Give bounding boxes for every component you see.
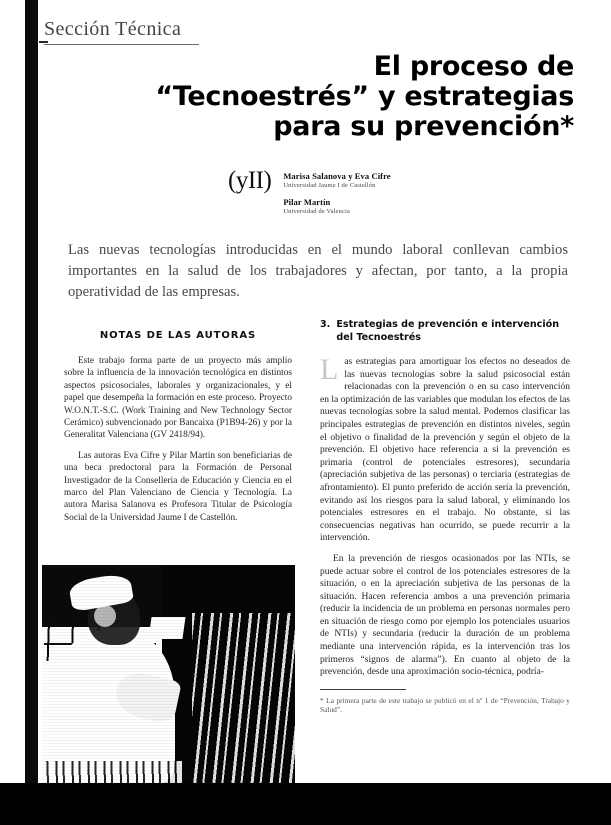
title-line-3: para su prevención*	[273, 111, 574, 142]
footnote-rule	[320, 689, 406, 690]
article-photograph	[42, 565, 295, 783]
title-line-1: El proceso de	[373, 51, 574, 82]
publisher-logo-mark: (yII)	[228, 167, 272, 194]
notes-heading: NOTAS DE LAS AUTORAS	[99, 330, 257, 341]
byline	[228, 165, 576, 223]
footnote-text: * La primera parte de este trabajo se publicó en el nº 1 de “Prevención, Trabajo y Salud”.	[320, 695, 570, 715]
section-heading	[320, 318, 570, 344]
notes-paragraph: Las autoras Eva Cifre y Pilar Martín son beneficiarias de una beca predoctoral para la Formación de Personal Investigador de la Conselleria de Educación y Ciencia en el marco del Plan Valenciano de Ciencia y Tecnología. La autora Marisa Salanova es Profesora Titular de Psicología Social de la Universidad Jaume I de Castellón.	[64, 450, 292, 523]
section-kicker: Sección Técnica	[44, 18, 182, 40]
abstract-text: Las nuevas tecnologías introducidas en el mundo laboral conllevan cambios importantes en la salud de los trabajadores y afectan, por tanto, a la propia operatividad de las empresas.	[68, 242, 568, 300]
body-paragraph: En la prevención de riesgos ocasionados por las NTIs, se puede actuar sobre el control de los potenciales estresores de la situación, o en la apreciación subjetiva de las personas de la situación. Hacen referencia ambos a una prevención primaria (reducir la incidencia de un problema en personas normales pero en situación de riesgo como por ejemplo los potenciales usuarios de NTIs) y secundaria (reducir la duración de un problema mediante una intervención rápida, es la intervención tras los primeros “signos de alarma”). En cuanto al objeto de la prevención, desde una aproximación socio-técnica, podría-	[320, 553, 570, 678]
title-line-2: “Tecnoestrés” y estrategias	[155, 81, 574, 112]
author-name: Pilar Martín	[283, 197, 331, 207]
page-title	[104, 52, 574, 142]
kicker-underline	[44, 44, 199, 45]
photo-halftone-grain	[42, 565, 295, 783]
left-column	[64, 330, 292, 532]
right-column	[320, 318, 570, 715]
scan-spine-bar	[25, 0, 38, 790]
body-paragraph-text: as estrategias para amortiguar los efectos no deseados de las nuevas tecnologías sobre la salud psicosocial están relacionadas con la prevención o en su caso intervención en la optimización de las variables que modulan los efectos de las nuevas tecnologías sobre la salud mental. Podemos clasificar las principales estrategias de prevención en distintos niveles, según el objetivo o finalidad de la prevención y según el objeto de la prevención. El objetivo hace referencia a si la prevención es primaria (control de potenciales estresores), secundaria (apreciación subjetiva de las personas) o terciaria (estrategias de afrontamiento). El punto preferido de acción sería la prevención, evitando así los riesgos para la salud laboral, y eliminando los potenciales estresores en el trabajo. No obstante, si las consecuencias negativas han ocurrido, se puede recurrir a la intervención.	[320, 357, 570, 544]
author-affiliation: Universidad Jaume I de Castellón	[283, 182, 376, 189]
author-list	[283, 165, 390, 223]
drop-cap: L	[320, 353, 339, 386]
body-paragraph	[320, 353, 570, 545]
author-affiliation: Universidad de Valencia	[283, 208, 350, 215]
author-entry	[283, 171, 390, 190]
section-title: Estrategias de prevención e intervención del Tecnoestrés	[336, 319, 560, 343]
section-number: 3.	[320, 319, 331, 330]
author-entry	[283, 197, 390, 216]
scan-bottom-band	[0, 783, 611, 825]
notes-paragraph: Este trabajo forma parte de un proyecto más amplio sobre la influencia de la innovación tecnológica en distintos aspectos psicosociales, laborales y organizacionales, y el papel que desempeña la formación en este proceso. Proyecto W.O.N.T.-S.C. (Work Training and New Technology Sector Cerámico) subvencionado por Bancaixa (P1B94-26) y por la Generalitat Valenciana (GV 2418/94).	[64, 356, 292, 441]
author-name: Marisa Salanova y Eva Cifre	[283, 171, 391, 181]
